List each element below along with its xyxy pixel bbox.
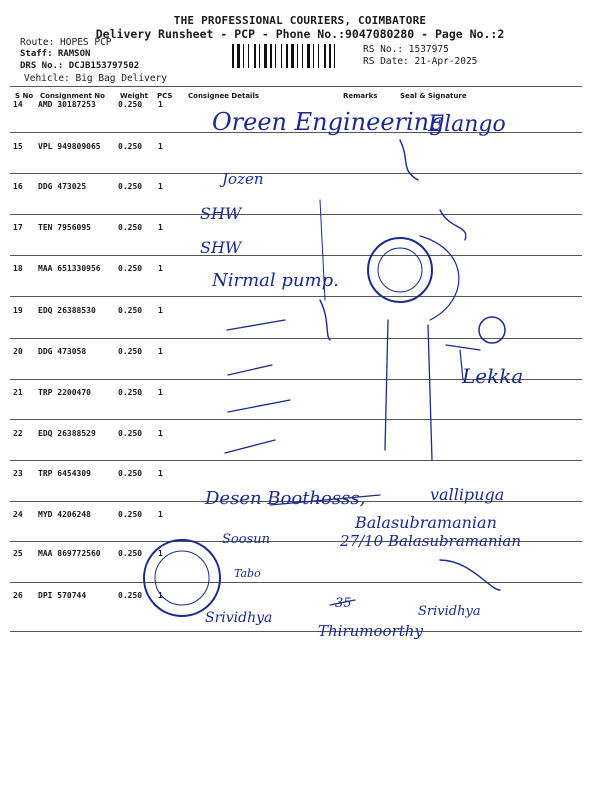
row-pcs: 1 bbox=[158, 347, 163, 356]
row-pcs: 1 bbox=[158, 591, 163, 600]
row-weight: 0.250 bbox=[118, 591, 143, 600]
hw-r20-signature: Lekka bbox=[462, 364, 524, 388]
hw-r26-note-b: Srividhya bbox=[418, 604, 481, 619]
col-weight: Weight bbox=[120, 92, 148, 100]
row-pcs: 1 bbox=[158, 142, 163, 151]
row-pcs: 1 bbox=[158, 306, 163, 315]
row-consignment-no: EDQ 26388529 bbox=[38, 429, 96, 438]
hw-r23-signature: vallipuga bbox=[430, 485, 505, 504]
row-sno: 18 bbox=[13, 264, 23, 273]
row-pcs: 1 bbox=[158, 182, 163, 191]
row-consignment-no: AMD 30187253 bbox=[38, 100, 96, 109]
row-sno: 24 bbox=[13, 510, 23, 519]
row-sno: 21 bbox=[13, 388, 23, 397]
hw-r17-note-b: SHW bbox=[200, 238, 242, 257]
row-pcs: 1 bbox=[158, 388, 163, 397]
row-consignment-no: TRP 2200470 bbox=[38, 388, 91, 397]
row-consignment-no: MAA 651330956 bbox=[38, 264, 101, 273]
row-sno: 25 bbox=[13, 549, 23, 558]
row-weight: 0.250 bbox=[118, 510, 143, 519]
company-title: THE PROFESSIONAL COURIERS, COIMBATORE bbox=[173, 14, 427, 27]
row-weight: 0.250 bbox=[118, 347, 143, 356]
row-consignment-no: DDG 473058 bbox=[38, 347, 87, 356]
vehicle-label: Vehicle: Big Bag Delivery bbox=[24, 73, 167, 84]
row-weight: 0.250 bbox=[118, 142, 143, 151]
hw-r18-consignee: Nirmal pump. bbox=[212, 270, 339, 291]
hw-r25-note: Tabo bbox=[234, 567, 261, 580]
row-consignment-no: EDQ 26388530 bbox=[38, 306, 96, 315]
row-weight: 0.250 bbox=[118, 264, 143, 273]
row-sno: 20 bbox=[13, 347, 23, 356]
col-remarks: Remarks bbox=[343, 92, 378, 100]
col-pcs: PCS bbox=[157, 92, 173, 100]
row-weight: 0.250 bbox=[118, 549, 143, 558]
col-seal-signature: Seal & Signature bbox=[400, 92, 467, 100]
row-weight: 0.250 bbox=[118, 429, 143, 438]
company-seal-stamp bbox=[368, 236, 459, 320]
row-divider bbox=[10, 582, 582, 583]
hw-r26-consignee: Srividhya bbox=[205, 610, 273, 626]
header-top-rule bbox=[10, 86, 582, 87]
row-divider bbox=[10, 631, 582, 632]
row-divider bbox=[10, 296, 582, 297]
row-consignment-no: TEN 7956095 bbox=[38, 223, 91, 232]
hw-r23-consignee: Desen Boothosss, bbox=[205, 488, 366, 509]
row-divider bbox=[10, 173, 582, 174]
post-office-stamp bbox=[144, 540, 220, 616]
row-sno: 17 bbox=[13, 223, 23, 232]
row-sno: 22 bbox=[13, 429, 23, 438]
row-weight: 0.250 bbox=[118, 182, 143, 191]
hw-r16-consignee: Jozen bbox=[222, 170, 264, 188]
hw-r14-consignee: Oreen Engineering bbox=[212, 108, 445, 136]
row-consignment-no: TRP 6454309 bbox=[38, 469, 91, 478]
drs-number: DRS No.: DCJB153797502 bbox=[20, 61, 140, 71]
row-pcs: 1 bbox=[158, 264, 163, 273]
row-divider bbox=[10, 338, 582, 339]
row-sno: 15 bbox=[13, 142, 23, 151]
row-pcs: 1 bbox=[158, 469, 163, 478]
row-divider bbox=[10, 419, 582, 420]
row-consignment-no: DDG 473025 bbox=[38, 182, 87, 191]
row-divider bbox=[10, 460, 582, 461]
row-weight: 0.250 bbox=[118, 469, 143, 478]
row-pcs: 1 bbox=[158, 100, 163, 109]
hw-r17-note-a: SHW bbox=[200, 204, 242, 223]
row-consignment-no: DPI 570744 bbox=[38, 591, 87, 600]
col-sno: S No bbox=[15, 92, 34, 100]
row-pcs: 1 bbox=[158, 510, 163, 519]
rs-date: RS Date: 21-Apr-2025 bbox=[363, 56, 478, 67]
route-label: Route: HOPES PCP bbox=[20, 37, 112, 48]
row-weight: 0.250 bbox=[118, 223, 143, 232]
col-consignee: Consignee Details bbox=[188, 92, 260, 100]
row-weight: 0.250 bbox=[118, 306, 143, 315]
hw-r26-signature: Thirumoorthy bbox=[318, 622, 423, 640]
row-sno: 23 bbox=[13, 469, 23, 478]
row-sno: 19 bbox=[13, 306, 23, 315]
hw-r25-consignee: Soosun bbox=[222, 532, 270, 547]
row-divider bbox=[10, 214, 582, 215]
row-sno: 16 bbox=[13, 182, 23, 191]
row-pcs: 1 bbox=[158, 429, 163, 438]
hw-r24-date: 27/10 Balasubramanian bbox=[340, 532, 522, 550]
col-consignment: Consignment No bbox=[40, 92, 105, 100]
row-weight: 0.250 bbox=[118, 100, 143, 109]
runsheet-subtitle: Delivery Runsheet - PCP - Phone No.:9047080280 - Page No.:2 bbox=[95, 27, 505, 41]
row-pcs: 1 bbox=[158, 223, 163, 232]
staff-label: Staff: RAMSON bbox=[20, 49, 91, 59]
row-consignment-no: VPL 949809065 bbox=[38, 142, 101, 151]
row-consignment-no: MYD 4206248 bbox=[38, 510, 91, 519]
row-weight: 0.250 bbox=[118, 388, 143, 397]
hw-r26-note: 35 bbox=[335, 596, 352, 611]
row-sno: 14 bbox=[13, 100, 23, 109]
hw-r14-signature: Elango bbox=[428, 112, 506, 137]
barcode bbox=[232, 44, 356, 68]
row-divider bbox=[10, 255, 582, 256]
row-sno: 26 bbox=[13, 591, 23, 600]
row-pcs: 1 bbox=[158, 549, 163, 558]
row-consignment-no: MAA 869772560 bbox=[38, 549, 101, 558]
rs-number: RS No.: 1537975 bbox=[363, 44, 449, 55]
hw-r24-consignee: Balasubramanian bbox=[355, 513, 497, 532]
